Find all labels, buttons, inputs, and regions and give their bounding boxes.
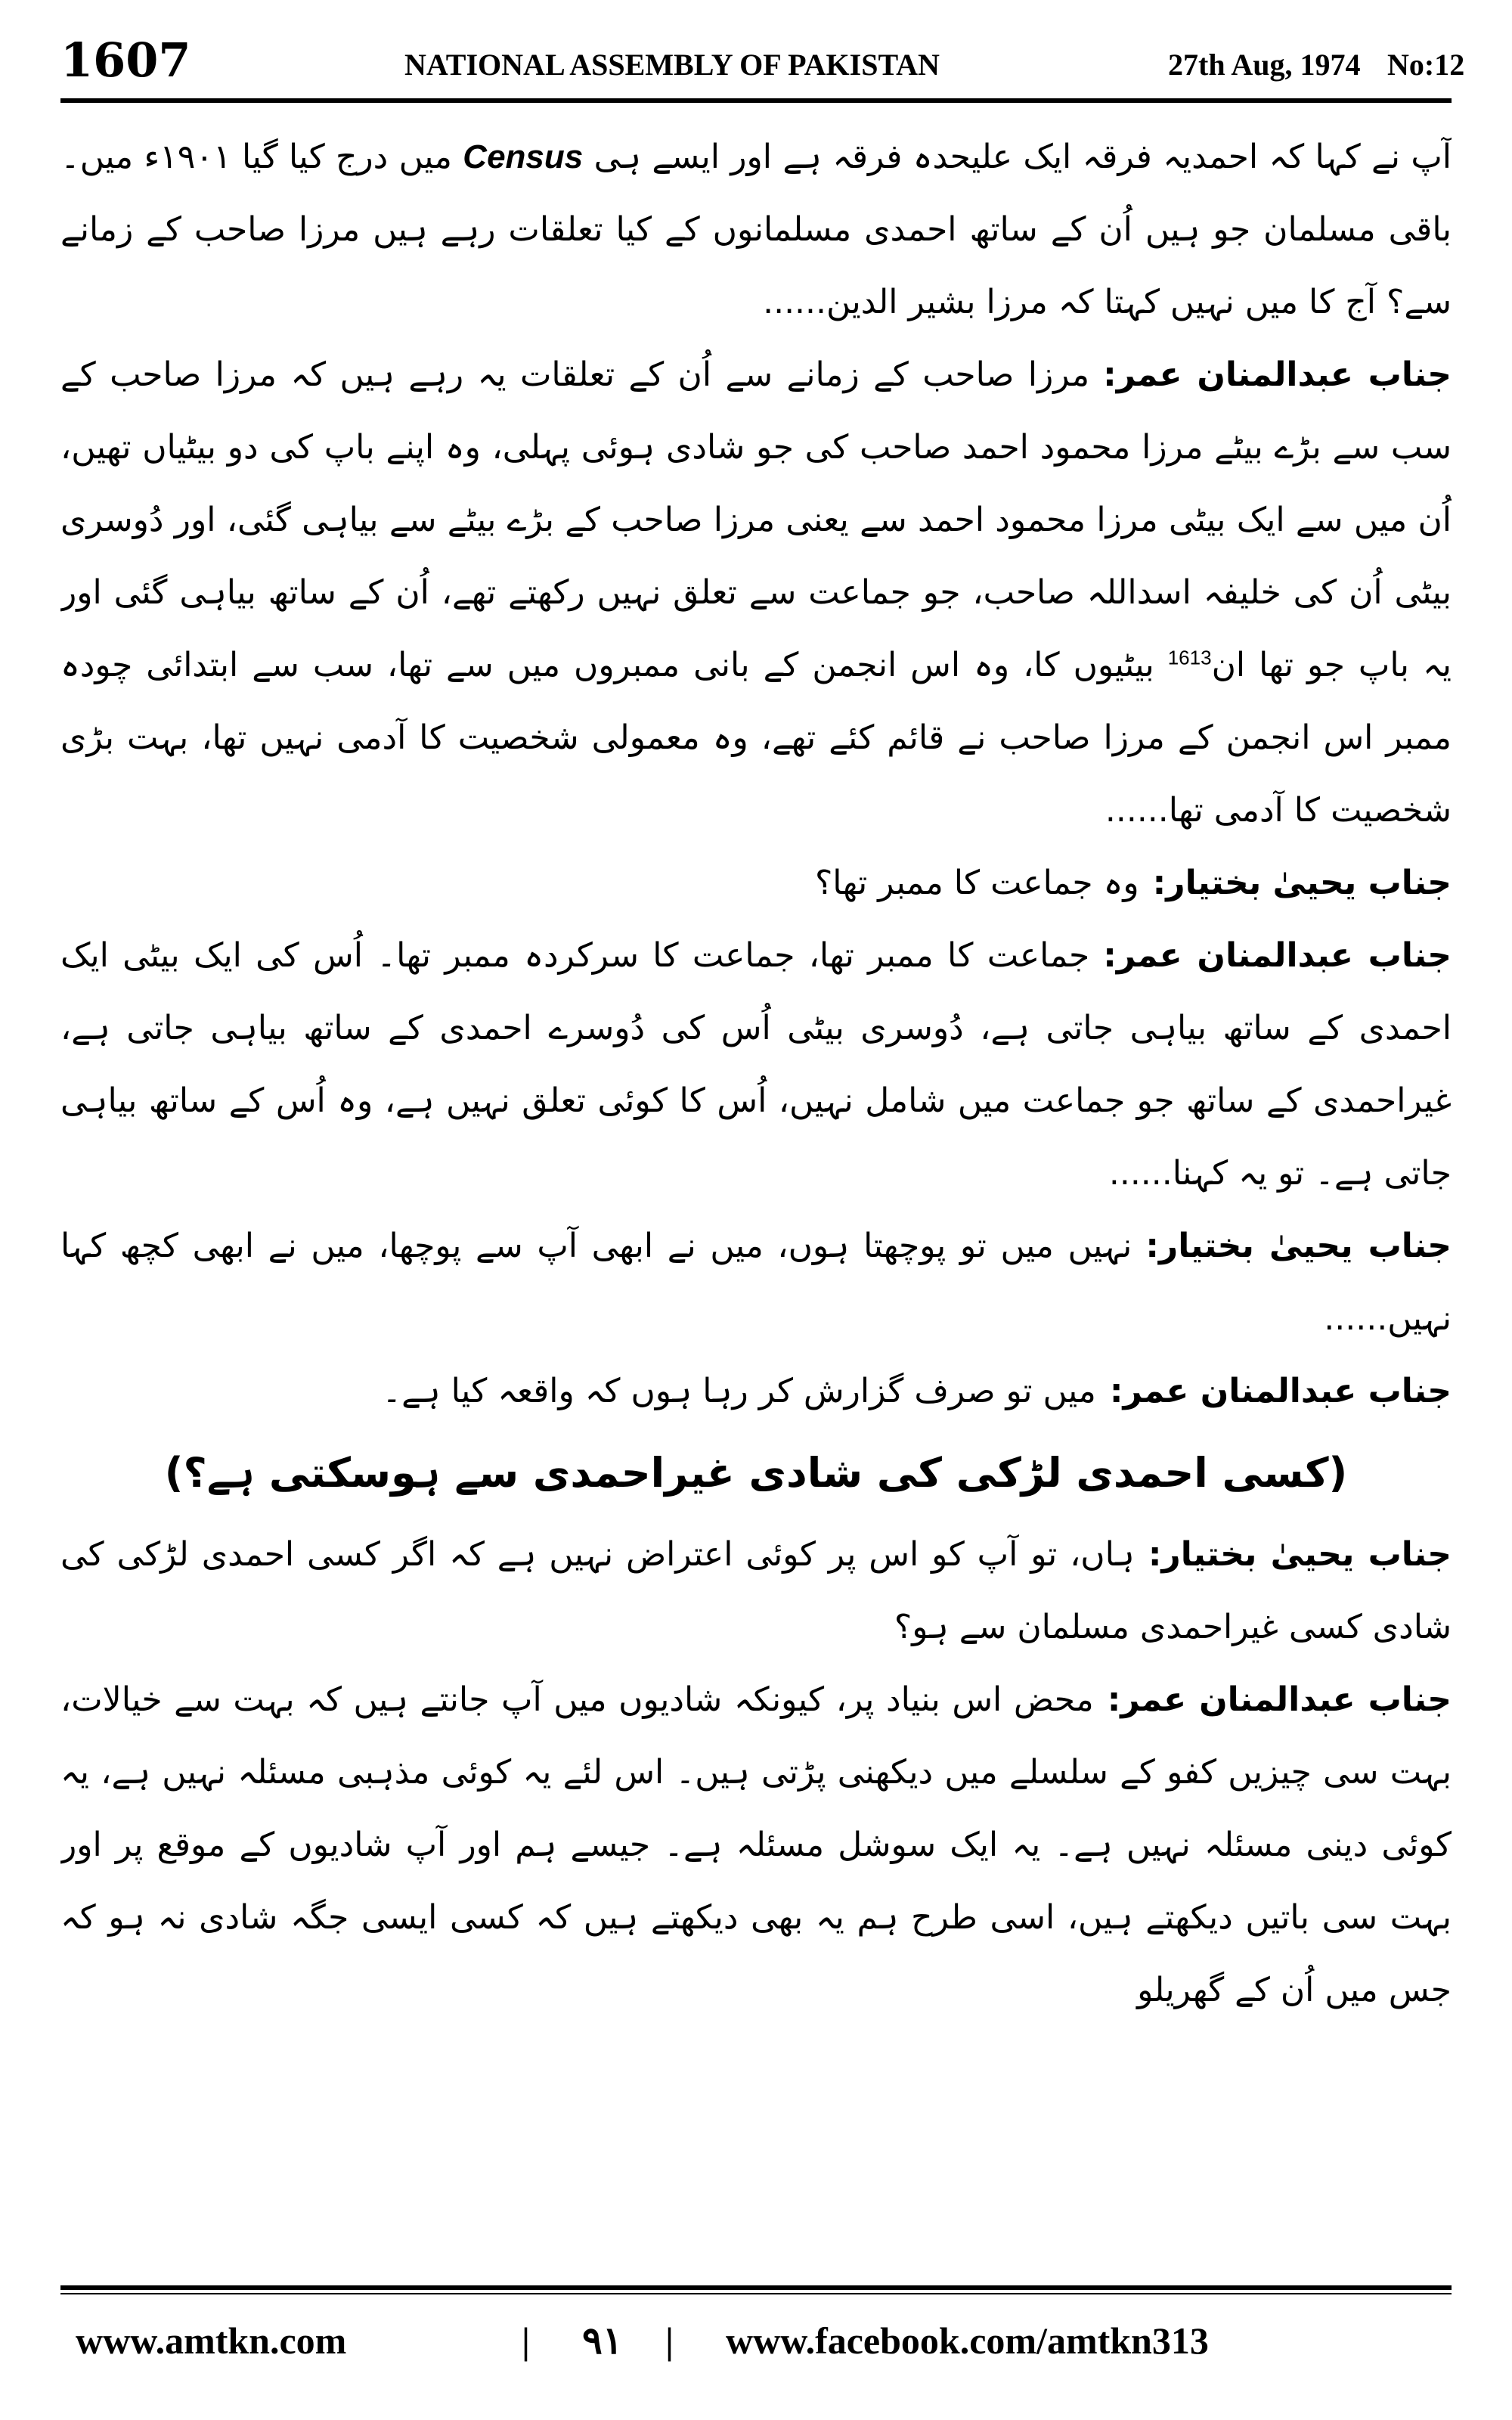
urdu-text bbox=[60, 121, 1452, 2027]
paragraph-text: جماعت کا ممبر تھا، جماعت کا سرکردہ ممبر تھا۔ اُس کی ایک بیٹی ایک احمدی کے ساتھ بیاہی جاتی ہے، دُوسری بیٹی اُس کی دُوسرے احمدی کے ساتھ بیاہی جاتی ہے، غیراحمدی کے ساتھ جو جماعت میں شامل نہیں، اُس کا کوئی تعلق نہیں ہے، وہ اُس کے ساتھ بیاہی جاتی ہے۔ تو یہ کہنا...... bbox=[60, 936, 1452, 1193]
section-heading: (کسی احمدی لڑکی کی شادی غیراحمدی سے ہوسکتی ہے؟) bbox=[164, 1449, 1348, 1497]
page-number: 1607 bbox=[60, 33, 191, 88]
header-number: No:12 bbox=[1387, 48, 1465, 82]
footer-page-number: ۹۱ bbox=[582, 2319, 623, 2362]
paragraph-text: مرزا صاحب کے زمانے سے اُن کے تعلقات یہ رہے ہیں کہ مرزا صاحب کے سب سے بڑے بیٹے مرزا محمود احمد صاحب کی جو شادی ہوئی پہلی، وہ اپنے باپ کی دو بیٹیاں تھیں، اُن میں سے ایک بیٹی مرزا محمود احمد سے یعنی مرزا صاحب کے بڑے بیٹے سے بیاہی گئی، اور دُوسری بیٹی اُن کی خلیفہ اسداللہ صاحب، جو جماعت سے تعلق نہیں رکھتے تھے، اُن کے ساتھ بیاہی گئی اور یہ باپ جو تھا ان bbox=[60, 355, 1452, 684]
speaker-name: جناب یحییٰ بختیار: bbox=[1148, 1535, 1452, 1574]
paragraph bbox=[60, 339, 1452, 847]
paragraph-text: وہ جماعت کا ممبر تھا؟ bbox=[814, 864, 1139, 902]
speaker-name: جناب عبدالمنان عمر: bbox=[1109, 1372, 1452, 1410]
header-date: 27th Aug, 1974 bbox=[1168, 48, 1361, 82]
paragraph-text: بیٹیوں کا، وہ اس انجمن کے بانی ممبروں میں سے تھا، سب سے ابتدائی چودہ ممبر اس انجمن کے مرزا صاحب نے قائم کئے تھے، وہ معمولی شخصیت کا آدمی نہیں تھا، بہت بڑی شخصیت کا آدمی تھا...... bbox=[60, 646, 1452, 830]
paragraph bbox=[60, 1664, 1452, 2027]
speaker-name: جناب یحییٰ بختیار: bbox=[1145, 1227, 1452, 1265]
page-header bbox=[60, 30, 1465, 91]
paragraph bbox=[60, 1355, 1452, 1428]
header-rule bbox=[60, 98, 1452, 103]
paragraph-text: ہاں، تو آپ کو اس پر کوئی اعتراض نہیں ہے کہ اگر کسی احمدی لڑکی کی شادی کسی غیراحمدی مسلمان سے ہو؟ bbox=[60, 1535, 1452, 1646]
speaker-name: جناب عبدالمنان عمر: bbox=[1103, 355, 1452, 394]
header-title: NATIONAL ASSEMBLY OF PAKISTAN bbox=[404, 48, 940, 82]
speaker-name: جناب عبدالمنان عمر: bbox=[1107, 1680, 1452, 1719]
page-body bbox=[60, 121, 1452, 2254]
footer-rule-top bbox=[60, 2285, 1452, 2290]
paragraph-text: محض اس بنیاد پر، کیونکہ شادیوں میں آپ جانتے ہیں کہ بہت سے خیالات، بہت سی چیزیں کفو کے سلسلے میں دیکھنی پڑتی ہیں۔ اس لئے یہ کوئی مذہبی مسئلہ نہیں ہے، یہ کوئی دینی مسئلہ نہیں ہے۔ یہ ایک سوشل مسئلہ ہے۔ جیسے ہم اور آپ شادیوں کے موقع پر اور بہت سی باتیں دیکھتے ہیں، اسی طرح ہم یہ بھی دیکھتے ہیں کہ کسی ایسی جگہ شادی نہ ہو کہ جس میں اُن کے گھریلو bbox=[60, 1680, 1452, 2009]
paragraph-text: آپ نے کہا کہ احمدیہ فرقہ ایک علیحدہ فرقہ ہے اور ایسے ہی bbox=[593, 138, 1452, 176]
facebook-link[interactable]: www.facebook.com/amtkn313 bbox=[726, 2319, 1209, 2362]
paragraph bbox=[60, 121, 1452, 339]
footer-separator-right: | bbox=[665, 2319, 674, 2362]
page-reference-superscript: 1613 bbox=[1167, 646, 1212, 669]
speaker-name: جناب یحییٰ بختیار: bbox=[1152, 864, 1452, 902]
website-link[interactable]: www.amtkn.com bbox=[76, 2319, 347, 2362]
footer-rule-bottom bbox=[60, 2293, 1452, 2294]
paragraph bbox=[60, 920, 1452, 1210]
paragraph-text: نہیں میں تو پوچھتا ہوں، میں نے ابھی آپ سے پوچھا، میں نے ابھی کچھ کہا نہیں...... bbox=[60, 1227, 1452, 1338]
page-footer bbox=[60, 2307, 1452, 2375]
paragraph-text: میں درج کیا گیا ۱۹۰۱ء میں۔ باقی مسلمان جو ہیں اُن کے ساتھ احمدی مسلمانوں کے کیا تعلقات رہے ہیں مرزا صاحب کے زمانے سے؟ آج کا میں نہیں کہتا کہ مرزا بشیر الدین...... bbox=[60, 138, 1452, 321]
paragraph bbox=[60, 847, 1452, 920]
paragraph bbox=[60, 1210, 1452, 1355]
speaker-name: جناب عبدالمنان عمر: bbox=[1103, 936, 1452, 975]
paragraph-text: میں تو صرف گزارش کر رہا ہوں کہ واقعہ کیا ہے۔ bbox=[382, 1372, 1096, 1410]
latin-term: Census bbox=[463, 138, 584, 175]
footer-separator-left: | bbox=[522, 2319, 531, 2362]
paragraph bbox=[60, 1519, 1452, 1664]
